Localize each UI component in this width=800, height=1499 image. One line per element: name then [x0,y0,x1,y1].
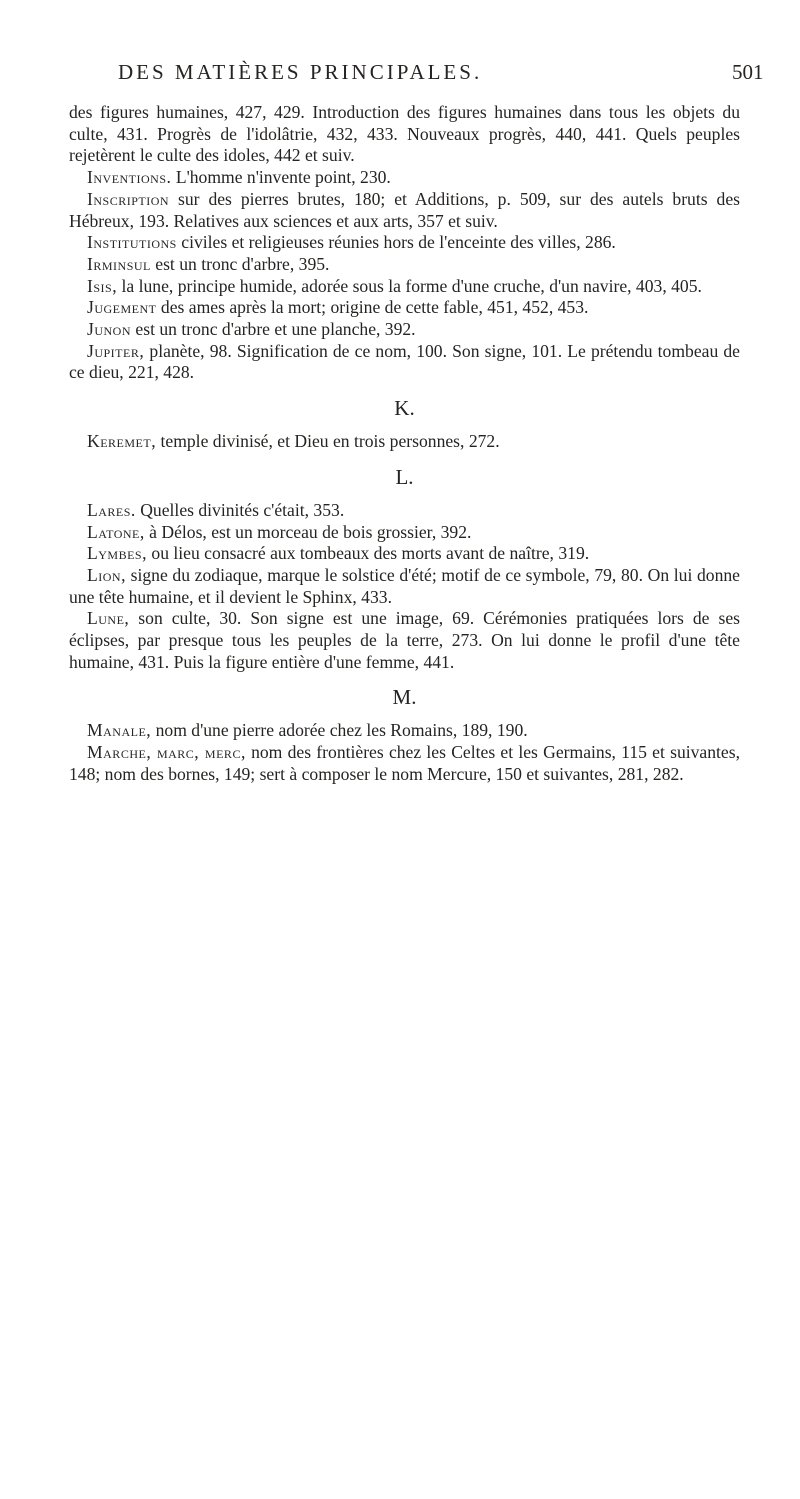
entry-text: à Délos, est un morceau de bois grossier, 392. [144,521,472,542]
index-entry [69,232,740,254]
entry-text: civiles et religieuses réunies hors de l'enceinte des villes, 286. [176,232,616,253]
entry-head: Inventions. [87,167,172,188]
index-entry [69,319,740,341]
continued-entry: des figures humaines, 427, 429. Introduction des figures humaines dans tous les objets du culte, 431. Progrès de l'idolâtrie, 432, 433. Nouveaux progrès, 440, 441. Quels peuples rejetèrent le culte des idoles, 442 et suiv. [69,102,740,166]
entry-text: son culte, 30. Son signe est une image, 69. Cérémonies pratiquées lors de ses éclipses, par presque tous les peuples de la terre, 273. On lui donne le profil d'une tête humaine, 431. Puis la figure entière d'une femme, 441. [69,608,740,672]
entry-text: sur des pierres brutes, 180; et Additions, p. 509, sur des autels bruts des Hébreux, 193. Relatives aux sciences et aux arts, 357 et suiv. [69,188,740,231]
entry-head: Lune, [87,608,130,629]
entry-head: Lares. [87,499,136,520]
entry-text: des ames après la mort; origine de cette fable, 451, 452, 453. [156,297,589,318]
index-entry [69,254,740,276]
entry-head: Jupiter, [87,340,145,361]
section-letter-m: M. [392,685,417,710]
entry-text: nom des frontières chez les Celtes et les Germains, 115 et suivantes, 148; nom des bornes, 149; sert à composer le nom Mercure, 150 et suivantes, 281, 282. [69,742,740,784]
index-entry [69,742,740,785]
index-entry [69,608,740,673]
header-title: DES MATIÈRES PRINCIPALES. [118,60,483,84]
entries-m [69,720,740,785]
index-entry [69,522,740,544]
index-entry [69,431,740,453]
entry-text: Quelles divinités c'était, 353. [135,499,345,520]
index-body [69,102,740,786]
entry-head: Keremet, [87,431,157,452]
entry-head: Lymbes, [87,543,147,564]
entry-text: planète, 98. Signification de ce nom, 100. Son signe, 101. Le prétendu tombeau de ce dieu, 221, 428. [69,340,740,383]
index-entry [69,276,740,298]
entry-head: Junon [87,319,132,340]
entry-text: L'homme n'invente point, 230. [171,167,391,188]
entry-head: Manale, [87,720,152,741]
entry-text: est un tronc d'arbre et une planche, 392. [131,319,416,340]
index-entry [69,341,740,384]
index-entry [69,720,740,742]
running-header [0,60,800,92]
index-entry [69,565,740,608]
entries-l [69,500,740,674]
entry-head: Lion, [87,564,126,585]
index-entry [69,543,740,565]
entry-text: ou lieu consacré aux tombeaux des morts avant de naître, 319. [147,543,590,564]
index-entry [69,297,740,319]
entry-head: Inscription [87,188,170,209]
entry-head: Marche, marc, merc, [87,742,246,763]
section-letter-k: K. [394,396,415,421]
entry-head: Jugement [87,297,157,318]
index-entry [69,500,740,522]
entry-head: Isis, [87,275,118,296]
entry-head: Institutions [87,232,177,253]
index-entry [69,189,740,232]
page-number: 501 [732,60,764,84]
entry-text: temple divinisé, et Dieu en trois personnes, 272. [156,431,500,452]
entry-text: signe du zodiaque, marque le solstice d'été; motif de ce symbole, 79, 80. On lui donne une tête humaine, et il devient le Sphinx, 433. [69,564,740,607]
entries-k [69,431,740,453]
entry-text: nom d'une pierre adorée chez les Romains, 189, 190. [151,720,528,741]
entry-head: Irminsul [87,253,151,274]
index-entry [69,167,740,189]
entry-head: Latone, [87,521,145,542]
entry-text: la lune, principe humide, adorée sous la forme d'une cruche, d'un navire, 403, 405. [117,275,702,296]
section-letter-l: L. [395,464,414,489]
entries-i-j [69,167,740,384]
entry-text: est un tronc d'arbre, 395. [150,253,330,274]
